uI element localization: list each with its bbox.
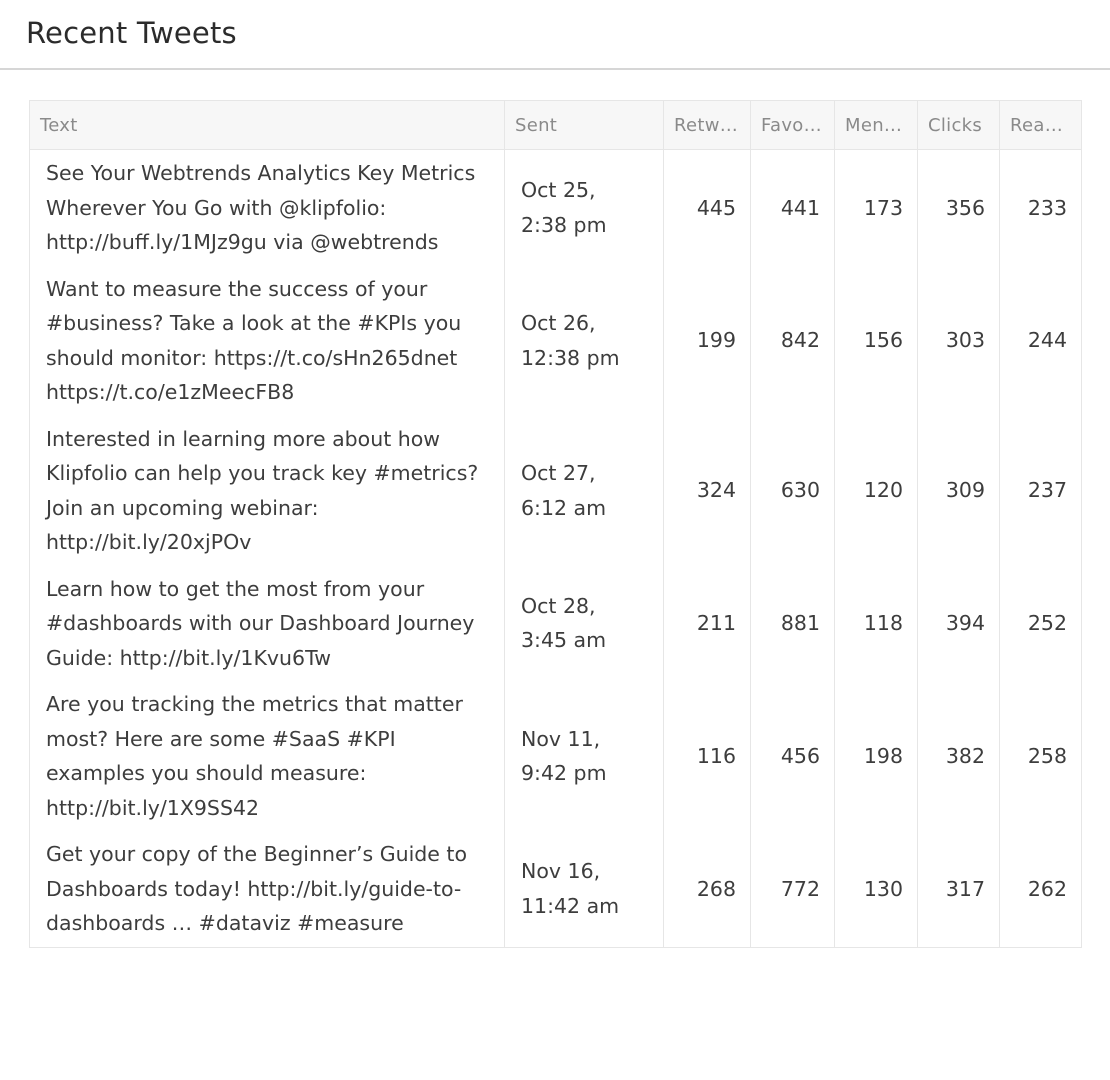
tweet-text: Learn how to get the most from your #dashboards with our Dashboard Journey Guide: http://bit.ly/1Kvu6Tw — [30, 566, 505, 682]
tweet-clicks: 317 — [918, 831, 1000, 947]
tweet-clicks: 394 — [918, 566, 1000, 682]
table-row — [30, 566, 1082, 682]
table-row — [30, 150, 1082, 266]
tweet-retweets: 211 — [664, 566, 751, 682]
column-header-clicks[interactable]: Clicks — [918, 101, 1000, 150]
tweet-reach: 244 — [1000, 266, 1082, 416]
tweet-reach: 262 — [1000, 831, 1082, 947]
column-header-text[interactable]: Text — [30, 101, 505, 150]
tweet-mentions: 198 — [835, 681, 918, 831]
tweet-sent: Oct 26, 12:38 pm — [505, 266, 664, 416]
tweet-mentions: 120 — [835, 416, 918, 566]
table-row — [30, 416, 1082, 566]
tweet-text: Are you tracking the metrics that matter most? Here are some #SaaS #KPI examples you should measure: http://bit.ly/1X9SS42 — [30, 681, 505, 831]
tweet-favorites: 441 — [751, 150, 835, 266]
tweet-retweets: 268 — [664, 831, 751, 947]
column-header-retweets[interactable]: Retw… — [664, 101, 751, 150]
tweets-table-container — [29, 100, 1081, 948]
tweet-mentions: 130 — [835, 831, 918, 947]
widget-title: Recent Tweets — [26, 16, 237, 50]
tweet-favorites: 630 — [751, 416, 835, 566]
tweet-retweets: 324 — [664, 416, 751, 566]
table-row — [30, 831, 1082, 947]
tweet-mentions: 118 — [835, 566, 918, 682]
tweet-mentions: 156 — [835, 266, 918, 416]
tweet-retweets: 116 — [664, 681, 751, 831]
tweet-favorites: 456 — [751, 681, 835, 831]
column-header-favorites[interactable]: Favo… — [751, 101, 835, 150]
tweets-table — [29, 100, 1082, 948]
tweet-sent: Oct 28, 3:45 am — [505, 566, 664, 682]
tweet-retweets: 445 — [664, 150, 751, 266]
column-header-sent[interactable]: Sent — [505, 101, 664, 150]
tweet-text: Get your copy of the Beginner’s Guide to Dashboards today! http://bit.ly/guide-to-dashboards … #dataviz #measure — [30, 831, 505, 947]
tweet-sent: Oct 27, 6:12 am — [505, 416, 664, 566]
tweet-sent: Nov 11, 9:42 pm — [505, 681, 664, 831]
tweet-mentions: 173 — [835, 150, 918, 266]
column-header-reach[interactable]: Rea… — [1000, 101, 1082, 150]
tweet-favorites: 772 — [751, 831, 835, 947]
tweet-reach: 258 — [1000, 681, 1082, 831]
tweet-reach: 233 — [1000, 150, 1082, 266]
tweet-text: Interested in learning more about how Klipfolio can help you track key #metrics? Join an upcoming webinar: http://bit.ly/20xjPOv — [30, 416, 505, 566]
tweet-clicks: 303 — [918, 266, 1000, 416]
tweet-clicks: 309 — [918, 416, 1000, 566]
tweet-reach: 252 — [1000, 566, 1082, 682]
tweet-favorites: 881 — [751, 566, 835, 682]
tweet-favorites: 842 — [751, 266, 835, 416]
column-header-mentions[interactable]: Men… — [835, 101, 918, 150]
tweet-text: See Your Webtrends Analytics Key Metrics Wherever You Go with @klipfolio: http://buff.ly/1MJz9gu via @webtrends — [30, 150, 505, 266]
table-row — [30, 681, 1082, 831]
tweet-sent: Oct 25, 2:38 pm — [505, 150, 664, 266]
tweet-reach: 237 — [1000, 416, 1082, 566]
table-row — [30, 266, 1082, 416]
tweet-clicks: 382 — [918, 681, 1000, 831]
tweet-text: Want to measure the success of your #business? Take a look at the #KPIs you should monitor: https://t.co/sHn265dnet https://t.co/e1zMeecFB8 — [30, 266, 505, 416]
tweet-retweets: 199 — [664, 266, 751, 416]
tweet-sent: Nov 16, 11:42 am — [505, 831, 664, 947]
widget-header — [0, 0, 1110, 70]
tweet-clicks: 356 — [918, 150, 1000, 266]
table-header-row — [30, 101, 1082, 150]
